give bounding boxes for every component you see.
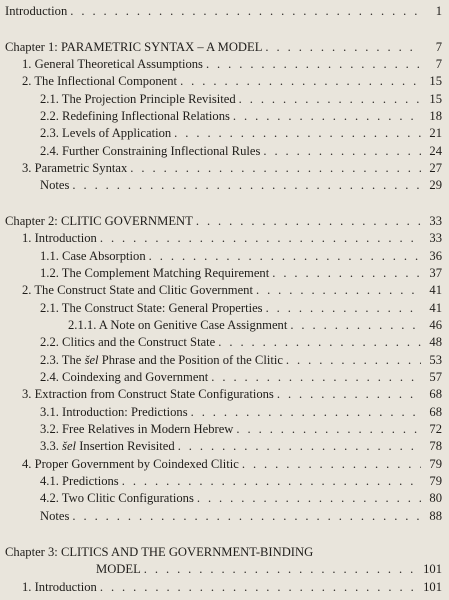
toc-entry [40, 334, 442, 350]
dot-leader [277, 386, 421, 402]
toc-entry-title: 2.1. The Construct State: General Properties [40, 301, 263, 315]
toc-entry-page: 33 [429, 214, 442, 228]
toc-entry-page: 21 [429, 126, 442, 140]
toc-entry-title: 3. Extraction from Construct State Configurations [22, 387, 274, 401]
dot-leader [180, 73, 421, 89]
dot-leader [144, 561, 420, 577]
toc-entry [22, 579, 442, 595]
toc-chapter-heading [5, 213, 442, 229]
toc-entry [96, 561, 442, 577]
toc-entry-title: Introduction [5, 4, 68, 18]
toc-entry-page: 29 [429, 178, 442, 192]
toc-entry-page: 18 [429, 109, 442, 123]
toc-entry-page: 7 [435, 40, 442, 54]
toc-entry-title [40, 438, 175, 454]
toc-entry-page: 7 [435, 57, 442, 71]
toc-entry-title: 2.4. Further Constraining Inflectional Rules [40, 144, 261, 158]
toc-chapter-heading: Chapter 3: CLITICS AND THE GOVERNMENT-BINDING [5, 545, 314, 559]
toc-entry [22, 386, 442, 402]
dot-leader [239, 91, 421, 107]
toc-entry-title: 1.2. The Complement Matching Requirement [40, 266, 270, 280]
toc-entry [22, 230, 442, 246]
toc-entry-page: 72 [429, 422, 442, 436]
toc-entry-title: 2.2. Redefining Inflectional Relations [40, 109, 230, 123]
toc-entry-title-italic: šel [62, 439, 77, 453]
toc-entry-page: 27 [429, 161, 442, 175]
toc-entry-page: 15 [429, 74, 442, 88]
toc-entry-title-italic: šel [84, 353, 99, 367]
toc-entry [22, 73, 442, 89]
toc-entry [40, 91, 442, 107]
toc-entry-page: 80 [429, 491, 442, 505]
toc-entry-title: 1.1. Case Absorption [40, 249, 146, 263]
toc-entry-title-part: 2.3. The [40, 353, 82, 367]
toc-entry-page: 37 [429, 266, 442, 280]
dot-leader [256, 282, 421, 298]
dot-leader [233, 108, 421, 124]
toc-entry [5, 3, 442, 19]
dot-leader [174, 125, 421, 141]
toc-entry-page: 33 [429, 231, 442, 245]
toc-entry [40, 438, 442, 454]
toc-entry-page: 41 [429, 283, 442, 297]
toc-entry-title: 3.2. Free Relatives in Modern Hebrew [40, 422, 234, 436]
toc-entry [40, 490, 442, 506]
toc-entry [40, 108, 442, 124]
toc-entry [40, 352, 442, 368]
toc-entry-page: 36 [429, 249, 442, 263]
toc-entry-title-part: Phrase and the Position of the Clitic [101, 353, 283, 367]
toc-entry-page: 101 [423, 562, 442, 576]
dot-leader [272, 265, 421, 281]
dot-leader [70, 3, 421, 19]
toc-entry [40, 369, 442, 385]
dot-leader [218, 334, 421, 350]
dot-leader [191, 404, 421, 420]
toc-entry-title-part: Insertion Revisited [79, 439, 175, 453]
toc-entry [22, 282, 442, 298]
toc-entry-title: 2.3. Levels of Application [40, 126, 172, 140]
toc-entry [68, 317, 442, 333]
dot-leader [100, 579, 420, 595]
toc-entry-title: 3. Parametric Syntax [22, 161, 128, 175]
dot-leader [122, 473, 421, 489]
toc-entry-title: 1. Introduction [22, 580, 97, 594]
toc-entry [40, 421, 442, 437]
toc-entry-page: 57 [429, 370, 442, 384]
toc-entry [22, 456, 442, 472]
toc-entry-title: 2. The Inflectional Component [22, 74, 178, 88]
toc-entry [40, 125, 442, 141]
dot-leader [242, 456, 421, 472]
toc-entry [22, 56, 442, 72]
toc-entry [40, 473, 442, 489]
dot-leader [197, 490, 421, 506]
toc-entry-page: 79 [429, 474, 442, 488]
toc-entry-title: Notes [40, 178, 70, 192]
toc-entry-title: 2.1.1. A Note on Genitive Case Assignment [68, 318, 288, 332]
toc-entry [40, 508, 442, 524]
dot-leader [149, 248, 421, 264]
toc-entry-page: 101 [423, 580, 442, 594]
toc-entry-page: 15 [429, 92, 442, 106]
dot-leader [72, 508, 421, 524]
toc-entry-title: 4. Proper Government by Coindexed Clitic [22, 457, 239, 471]
toc-entry [22, 160, 442, 176]
toc-entry-page: 68 [429, 387, 442, 401]
toc-entry-title: 1. Introduction [22, 231, 97, 245]
toc-entry [40, 143, 442, 159]
toc-entry-title: 1. General Theoretical Assumptions [22, 57, 203, 71]
toc-entry-title: 2.2. Clitics and the Construct State [40, 335, 216, 349]
dot-leader [178, 438, 421, 454]
dot-leader [290, 317, 421, 333]
dot-leader [236, 421, 421, 437]
toc-entry-page: 53 [429, 353, 442, 367]
toc-entry-page: 68 [429, 405, 442, 419]
toc-entry [40, 404, 442, 420]
toc-entry-title: Chapter 2: CLITIC GOVERNMENT [5, 214, 193, 228]
toc-entry [40, 177, 442, 193]
dot-leader [100, 230, 421, 246]
dot-leader [265, 39, 421, 55]
dot-leader [196, 213, 421, 229]
toc-entry-title [40, 352, 283, 368]
dot-leader [263, 143, 421, 159]
dot-leader [266, 300, 421, 316]
toc-entry-title: 4.1. Predictions [40, 474, 119, 488]
toc-entry-title: 2. The Construct State and Clitic Government [22, 283, 253, 297]
toc-entry-title: 2.1. The Projection Principle Revisited [40, 92, 236, 106]
toc-entry [40, 248, 442, 264]
toc-entry [40, 300, 442, 316]
toc-entry [40, 265, 442, 281]
toc-entry-title: 3.1. Introduction: Predictions [40, 405, 188, 419]
toc-entry-page: 46 [429, 318, 442, 332]
toc-entry-page: 1 [435, 4, 442, 18]
dot-leader [72, 177, 421, 193]
toc-entry-title: Chapter 1: PARAMETRIC SYNTAX – A MODEL [5, 40, 263, 54]
dot-leader [286, 352, 421, 368]
dot-leader [130, 160, 421, 176]
toc-entry-title: 2.4. Coindexing and Government [40, 370, 209, 384]
dot-leader [211, 369, 421, 385]
toc-entry-title: MODEL [96, 562, 141, 576]
dot-leader [206, 56, 421, 72]
toc-entry-page: 79 [429, 457, 442, 471]
toc-entry-title-part: 3.3. [40, 439, 59, 453]
toc-entry-page: 48 [429, 335, 442, 349]
toc-chapter-heading [5, 39, 442, 55]
toc-entry-title: Notes [40, 509, 70, 523]
toc-entry-page: 78 [429, 439, 442, 453]
toc-entry-page: 24 [429, 144, 442, 158]
toc-entry-page: 41 [429, 301, 442, 315]
toc-entry-page: 88 [429, 509, 442, 523]
toc-entry-title: 4.2. Two Clitic Configurations [40, 491, 194, 505]
